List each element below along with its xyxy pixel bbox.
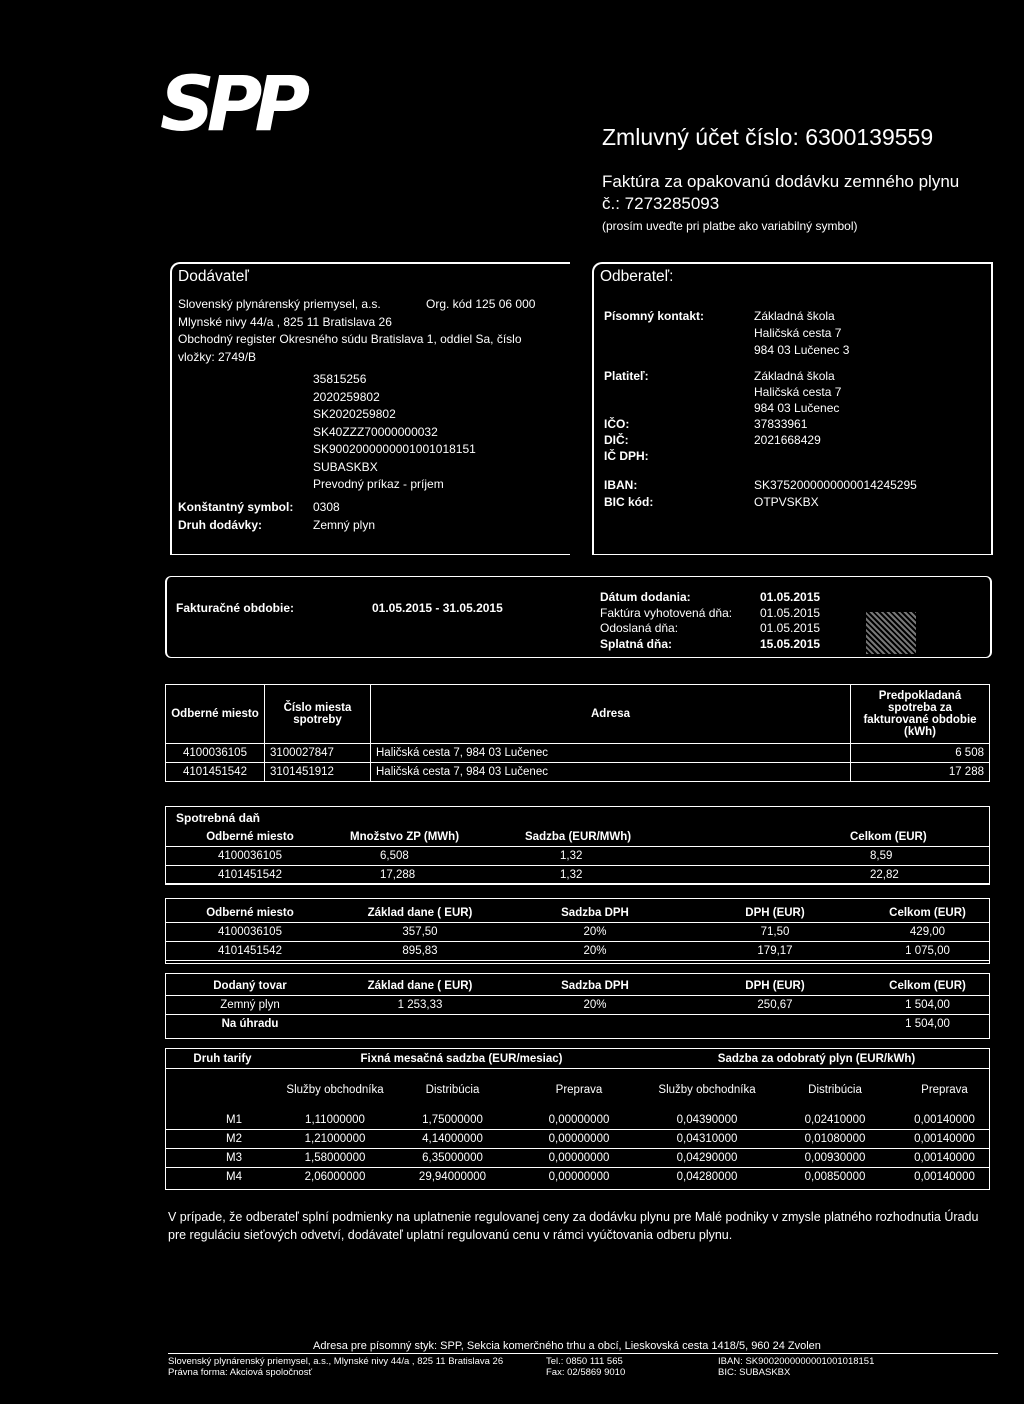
cell: 1,75000000 <box>390 1111 515 1130</box>
col-header: Distribúcia <box>808 1084 862 1096</box>
cell: M2 <box>165 1130 280 1149</box>
table-header <box>165 828 990 847</box>
cell: 4,14000000 <box>390 1130 515 1149</box>
cell: Haličská cesta 7, 984 03 Lučenec <box>371 744 851 763</box>
cell: 4101451542 <box>165 942 335 961</box>
barcode-image <box>866 612 916 654</box>
col-header: Základ dane ( EUR) <box>335 977 505 996</box>
dic-label: DIČ: <box>604 433 629 447</box>
cell: 0,00930000 <box>771 1149 899 1168</box>
supplier-icdph: SK2020259802 <box>313 407 396 421</box>
cell: 8,59 <box>775 847 990 866</box>
cell: 6,35000000 <box>390 1149 515 1168</box>
excise-title: Spotrebná daň <box>176 811 261 825</box>
issued-date-label: Faktúra vyhotovená dňa: <box>600 605 733 620</box>
cell: 0,00140000 <box>899 1149 990 1168</box>
cell: M1 <box>165 1111 280 1130</box>
cell: 1 504,00 <box>865 996 990 1015</box>
cell: 4100036105 <box>165 847 335 866</box>
period-label: Fakturačné obdobie: <box>176 601 295 615</box>
delivery-type-label: Druh dodávky: <box>178 518 263 532</box>
col-header: Druh tarify <box>165 1050 280 1069</box>
table-row <box>165 847 990 866</box>
regulation-note: V prípade, že odberateľ splní podmienky na uplatnenie regulovanej ceny za dodávku plynu pre Malé podniky v zmysle platného rozhodnutia Úradu pre reguláciu sieťových odvetví, dodávateľ uplatní regulovanú cenu v rámci vyúčtovania odberu plynu. <box>168 1210 979 1242</box>
col-header: Sadzba DPH <box>505 904 685 923</box>
table-subheader <box>165 1069 990 1112</box>
cell: 29,94000000 <box>418 1171 487 1183</box>
cell: 0,00850000 <box>804 1171 866 1183</box>
cell: 0,04280000 <box>676 1171 738 1183</box>
table-header <box>165 977 990 996</box>
customer-bic: OTPVSKBX <box>754 495 819 509</box>
customer-id-labels <box>604 416 649 464</box>
goods-table <box>165 977 990 1033</box>
issued-date: 01.05.2015 <box>760 605 821 620</box>
delivery-date: 01.05.2015 <box>760 590 821 604</box>
cell: 1 075,00 <box>865 942 990 961</box>
table-row <box>165 1130 990 1149</box>
contact-line: Základná škola <box>754 309 835 323</box>
table-row <box>165 1111 990 1130</box>
col-header: Celkom (EUR) <box>865 977 990 996</box>
col-header: Celkom (EUR) <box>865 904 990 923</box>
cell: 20% <box>505 996 685 1015</box>
cell: 0,00000000 <box>515 1111 643 1130</box>
col-header: Predpokladaná spotreba za fakturované obdobie (kWh) <box>851 685 990 744</box>
table-row <box>166 744 990 763</box>
excise-table <box>165 828 990 885</box>
table-header <box>166 685 990 744</box>
col-header: Preprava <box>921 1084 968 1096</box>
supplier-address: Mlynské nivy 44/a , 825 11 Bratislava 26 <box>178 314 392 329</box>
customer-dic: 2021668429 <box>754 433 821 447</box>
col-header: Dodaný tovar <box>165 977 335 996</box>
spp-logo: SPP <box>160 59 303 148</box>
table-row <box>165 942 990 961</box>
col-header: Odberné miesto <box>166 685 265 744</box>
supplier-bic: SUBASKBX <box>313 459 378 474</box>
cell: 0,04310000 <box>643 1130 771 1149</box>
customer-ico: 37833961 <box>754 417 808 431</box>
cell: 17,288 <box>335 866 520 885</box>
cell: 4100036105 <box>166 744 265 763</box>
supplier-title: Dodávateľ <box>178 268 249 285</box>
cell: 17 288 <box>851 763 990 782</box>
col-header: Distribúcia <box>425 1084 480 1096</box>
bank-labels <box>604 477 653 511</box>
col-header: Fixná mesačná sadzba (EUR/mesiac) <box>280 1050 643 1069</box>
supplier-dic: 2020259802 <box>313 389 380 404</box>
cell: 895,83 <box>335 942 505 961</box>
total-label: Na úhradu <box>221 1018 279 1030</box>
supplier-details <box>178 296 568 366</box>
const-symbol-value: 0308 <box>313 500 340 514</box>
payer-line: 984 03 Lučenec <box>754 401 840 415</box>
col-header: Sadzba DPH <box>505 977 685 996</box>
vat-table <box>165 904 990 961</box>
payer-address <box>754 368 841 448</box>
delivery-date-label: Dátum dodania: <box>600 590 691 604</box>
account-number: Zmluvný účet číslo: 6300139559 <box>602 124 934 150</box>
footer-bic: BIC: SUBASKBX <box>718 1367 791 1378</box>
cell: 1,32 <box>520 866 775 885</box>
ico-label: IČO: <box>604 417 630 431</box>
footer-company: Slovenský plynárenský priemysel, a.s., Mlynské nivy 44/a , 825 11 Bratislava 26 <box>168 1356 504 1367</box>
cell: 1,11000000 <box>280 1111 390 1130</box>
cell: 1,58000000 <box>280 1149 390 1168</box>
supplier-org: Org. kód 125 06 000 <box>426 297 536 311</box>
supplier-creditor-id: SK40ZZZ70000000032 <box>313 424 438 439</box>
due-date: 15.05.2015 <box>760 636 821 651</box>
footer-fax: Fax: 02/5869 9010 <box>546 1367 626 1378</box>
invoice-header <box>602 171 959 237</box>
cell: 4100036105 <box>165 923 335 942</box>
cell: 250,67 <box>685 996 865 1015</box>
col-header: Číslo miesta spotreby <box>265 685 371 744</box>
contact-label: Písomný kontakt: <box>604 309 705 323</box>
cell: M4 <box>226 1171 242 1183</box>
col-header: DPH (EUR) <box>685 977 865 996</box>
table-header <box>165 904 990 923</box>
dates-values <box>760 590 820 652</box>
footer <box>168 1340 998 1378</box>
cell: 179,17 <box>685 942 865 961</box>
supplier-payment: Prevodný príkaz - príjem <box>313 477 444 491</box>
cell: 1,32 <box>520 847 775 866</box>
customer-iban: SK3752000000000014245295 <box>754 478 917 492</box>
footer-phone: Tel.: 0850 111 565 <box>546 1356 623 1367</box>
cell: 0,02410000 <box>771 1111 899 1130</box>
cell: 0,00140000 <box>899 1111 990 1130</box>
cell: 0,00000000 <box>515 1149 643 1168</box>
cell: Haličská cesta 7, 984 03 Lučenec <box>371 763 851 782</box>
col-header: Sadzba (EUR/MWh) <box>520 828 775 847</box>
supplier-registry: Obchodný register Okresného súdu Bratislava 1, oddiel Sa, číslo <box>178 332 522 346</box>
dates-labels <box>600 590 732 652</box>
delivery-type-value: Zemný plyn <box>313 518 376 532</box>
cell: 20% <box>505 923 685 942</box>
col-header: Základ dane ( EUR) <box>335 904 505 923</box>
tariff-table <box>165 1050 990 1186</box>
cell: 6 508 <box>851 744 990 763</box>
iban-label: IBAN: <box>604 478 638 492</box>
cell: 0,00140000 <box>914 1171 975 1183</box>
contact-line: 984 03 Lučenec 3 <box>754 343 850 357</box>
footer-iban: IBAN: SK9002000000001001018151 <box>718 1356 875 1367</box>
cell: 0,01080000 <box>771 1130 899 1149</box>
sent-date-label: Odoslaná dňa: <box>600 621 679 635</box>
table-row <box>165 1015 990 1034</box>
customer-title: Odberateľ: <box>600 268 674 285</box>
invoice-note: (prosím uveďte pri platbe ako variabilný symbol) <box>602 219 858 233</box>
col-header: Množstvo ZP (MWh) <box>335 828 520 847</box>
footer-address: Adresa pre písomný styk: SPP, Sekcia komerčného trhu a obcí, Lieskovská cesta 1418/5, 960 24 Zvolen <box>168 1340 998 1354</box>
cell: 429,00 <box>865 923 990 942</box>
due-date-label: Splatná dňa: <box>600 636 673 651</box>
cell: 3101451912 <box>265 763 371 782</box>
consumption-points-table <box>165 684 990 782</box>
cell: 0,00000000 <box>548 1171 610 1183</box>
col-header: Adresa <box>371 685 851 744</box>
payer-label: Platiteľ: <box>604 369 649 383</box>
cell: 2,06000000 <box>304 1171 366 1183</box>
cell: 0,04390000 <box>643 1111 771 1130</box>
table-row <box>165 923 990 942</box>
cell: 0,00000000 <box>515 1130 643 1149</box>
total-amount: 1 504,00 <box>905 1018 950 1030</box>
period-value: 01.05.2015 - 31.05.2015 <box>372 601 503 615</box>
payer-line: Základná škola <box>754 369 835 383</box>
col-header: Sadzba za odobratý plyn (EUR/kWh) <box>643 1050 990 1069</box>
cell: 6,508 <box>335 847 520 866</box>
supplier-name: Slovenský plynárenský priemysel, a.s. <box>178 297 381 311</box>
supplier-ico: 35815256 <box>313 372 367 386</box>
cell: 0,04290000 <box>643 1149 771 1168</box>
payer-line: Haličská cesta 7 <box>754 385 842 399</box>
cell: 4101451542 <box>166 763 265 782</box>
col-header: Odberné miesto <box>165 904 335 923</box>
col-header: Celkom (EUR) <box>775 828 990 847</box>
col-header: Preprava <box>555 1084 603 1096</box>
invoice-number: č.: 7273285093 <box>602 194 720 213</box>
col-header: Služby obchodníka <box>658 1084 756 1096</box>
invoice-title: Faktúra za opakovanú dodávku zemného plynu <box>602 172 960 191</box>
table-header <box>165 1050 990 1069</box>
table-row <box>165 866 990 885</box>
table-row <box>165 996 990 1015</box>
sent-date: 01.05.2015 <box>760 621 821 635</box>
cell: 20% <box>505 942 685 961</box>
contact-line: Haličská cesta 7 <box>754 326 842 340</box>
col-header: DPH (EUR) <box>685 904 865 923</box>
contact-address <box>754 308 849 359</box>
footer-legal-form: Právna forma: Akciová spoločnosť <box>168 1367 313 1378</box>
bic-label: BIC kód: <box>604 495 654 509</box>
cell: M3 <box>165 1149 280 1168</box>
cell: 4101451542 <box>165 866 335 885</box>
cell: 1 253,33 <box>335 996 505 1015</box>
cell: 0,00140000 <box>899 1130 990 1149</box>
supplier-ids <box>313 371 476 494</box>
cell: Zemný plyn <box>165 996 335 1015</box>
col-header: Služby obchodníka <box>286 1084 384 1096</box>
supplier-iban: SK9002000000001001018151 <box>313 442 476 456</box>
supplier-registry-2: vložky: 2749/B <box>178 349 257 364</box>
cell: 357,50 <box>335 923 505 942</box>
table-row <box>165 1149 990 1168</box>
const-symbol-label: Konštantný symbol: <box>178 500 294 514</box>
table-row <box>165 1168 990 1187</box>
table-row <box>166 763 990 782</box>
cell: 3100027847 <box>265 744 371 763</box>
col-header: Odberné miesto <box>165 828 335 847</box>
icdph-label: IČ DPH: <box>604 449 649 463</box>
bank-values <box>754 477 917 511</box>
cell: 71,50 <box>685 923 865 942</box>
cell: 1,21000000 <box>280 1130 390 1149</box>
cell: 22,82 <box>775 866 990 885</box>
